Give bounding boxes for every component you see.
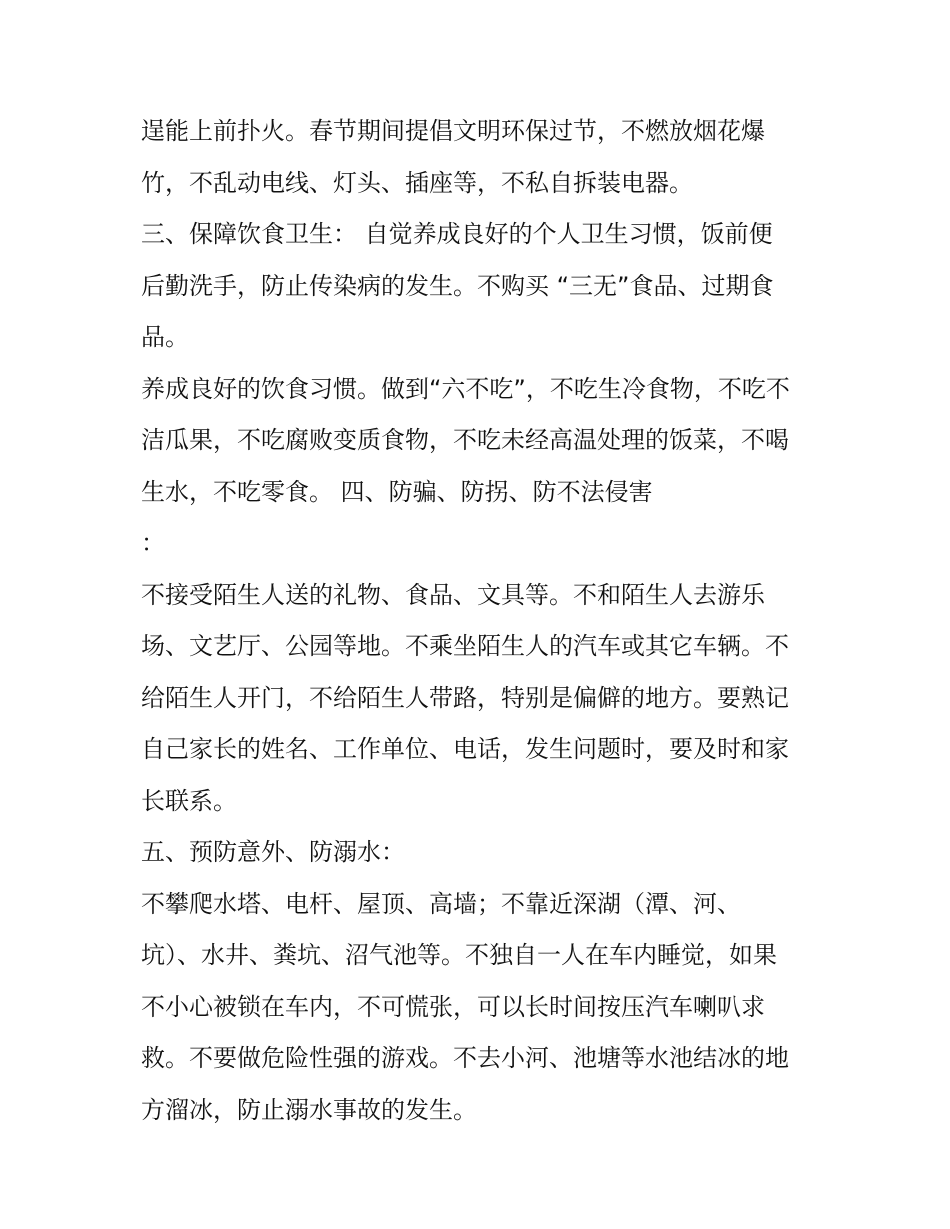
text-line: 不接受陌生人送的礼物、食品、文具等。不和陌生人去游乐 <box>141 580 765 609</box>
text-line: 救。不要做危险性强的游戏。不去小河、池塘等水池结冰的地 <box>141 1044 789 1072</box>
document-body <box>141 106 821 1136</box>
text-line: 场、文艺厅、公园等地。不乘坐陌生人的汽车或其它车辆。不 <box>141 632 789 660</box>
section-heading-line: 五、预防意外、防溺水： <box>141 838 405 866</box>
text-line: 不攀爬水塔、电杆、屋顶、高墙；不靠近深湖（潭、河、 <box>141 889 741 918</box>
text-line: 自己家长的姓名、工作单位、电话，发生问题时，要及时和家 <box>141 735 789 763</box>
text-line: ： <box>141 529 165 557</box>
section-heading-line: 三、保障饮食卫生： 自觉养成良好的个人卫生习惯，饭前便 <box>141 220 773 248</box>
text-line: 养成良好的饮食习惯。做到“六不吃”，不吃生冷食物，不吃不 <box>141 374 790 403</box>
text-line: 方溜冰，防止溺水事故的发生。 <box>141 1095 477 1124</box>
text-line: 不小心被锁在车内，不可慌张，可以长时间按压汽车喇叭求 <box>141 992 765 1021</box>
text-line: 坑）、水井、粪坑、沼气池等。不独自一人在车内睡觉，如果 <box>141 941 777 969</box>
text-line: 竹，不乱动电线、灯头、插座等，不私自拆装电器。 <box>141 168 693 197</box>
text-line: 后勤洗手，防止传染病的发生。不购买 “三无”食品、过期食 <box>141 271 774 300</box>
text-line: 逞能上前扑火。春节期间提倡文明环保过节，不燃放烟花爆 <box>141 117 765 145</box>
text-line: 品。 <box>141 323 189 351</box>
text-line: 给陌生人开门，不给陌生人带路，特别是偏僻的地方。要熟记 <box>141 683 789 712</box>
section-heading-line: 生水，不吃零食。 四、防骗、防拐、防不法侵害 <box>141 477 653 506</box>
text-line: 洁瓜果，不吃腐败变质食物，不吃未经高温处理的饭菜，不喝 <box>141 426 789 454</box>
text-line: 长联系。 <box>141 786 237 815</box>
